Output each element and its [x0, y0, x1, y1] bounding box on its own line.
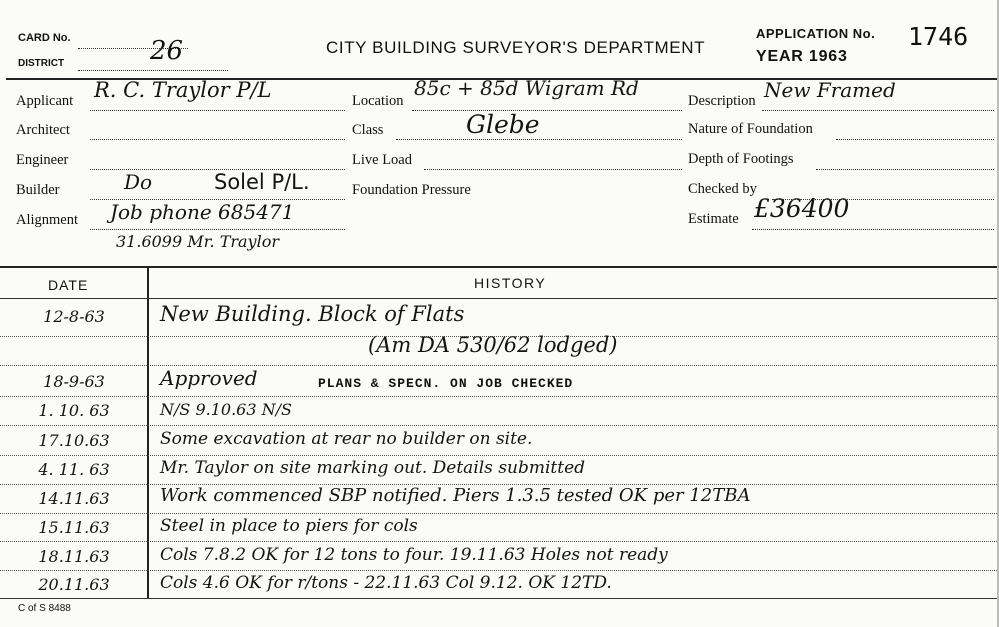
class-value: Glebe — [466, 110, 540, 139]
location-label: Location — [352, 93, 404, 109]
history-row-note: (Am DA 530/62 lodged) — [368, 333, 618, 357]
applicant-label: Applicant — [16, 93, 74, 109]
history-row-date: 15.11.63 — [38, 518, 110, 537]
history-row-note: Cols 4.6 OK for r/tons - 22.11.63 Col 9.12. OK 12TD. — [160, 573, 612, 593]
foundation-pressure-label: Foundation Pressure — [352, 182, 471, 198]
history-row-date: 4. 11. 63 — [38, 460, 110, 479]
department-title: CITY BUILDING SURVEYOR'S DEPARTMENT — [326, 38, 706, 57]
builder-value: Do — [124, 170, 153, 194]
history-row-date: 18.11.63 — [38, 547, 110, 566]
history-row-note: Some excavation at rear no builder on site. — [160, 429, 533, 449]
applicant-value: R. C. Traylor P/L — [94, 78, 272, 102]
live-load-label: Live Load — [352, 152, 412, 168]
history-row-note: Mr. Taylor on site marking out. Details submitted — [160, 458, 586, 478]
history-column-header: HISTORY — [474, 275, 547, 291]
history-row-date: 14.11.63 — [38, 489, 110, 508]
history-row-note: N/S 9.10.63 N/S — [160, 400, 292, 419]
history-row-note: New Building. Block of Flats — [160, 302, 465, 326]
application-label: APPLICATION No. — [756, 26, 876, 41]
checked-by-label: Checked by — [688, 181, 757, 197]
estimate-label: Estimate — [688, 211, 739, 227]
class-label: Class — [352, 122, 384, 138]
builder-label: Builder — [16, 182, 60, 198]
date-column-header: DATE — [48, 277, 89, 293]
history-row-date: 20.11.63 — [38, 575, 110, 594]
alignment-contact: 31.6099 Mr. Traylor — [116, 232, 279, 251]
history-row-note: Approved — [160, 366, 258, 390]
architect-label: Architect — [16, 122, 70, 138]
history-row-date: 18-9-63 — [43, 372, 105, 391]
history-row-note: Steel in place to piers for cols — [160, 516, 418, 536]
nature-of-foundation-label: Nature of Foundation — [688, 121, 813, 137]
history-row-note: Cols 7.8.2 OK for 12 tons to four. 19.11.63 Holes not ready — [160, 545, 668, 565]
history-row-note: Work commenced SBP notified. Piers 1.3.5 tested OK per 12TBA — [160, 485, 751, 506]
history-row-date: 1. 10. 63 — [38, 401, 110, 420]
history-row-date: 12-8-63 — [43, 307, 105, 326]
district-label: DISTRICT — [18, 58, 65, 69]
application-number: 1746 — [908, 22, 969, 51]
engineer-label: Engineer — [16, 152, 69, 168]
alignment-value: Job phone 685471 — [110, 200, 295, 224]
description-value: New Framed — [764, 78, 896, 102]
estimate-value: £36400 — [754, 194, 850, 223]
history-row-date: 17.10.63 — [38, 431, 110, 450]
card-no-label: CARD No. — [18, 32, 71, 44]
builder-company: Solel P/L. — [214, 170, 310, 194]
form-code: C of S 8488 — [18, 603, 71, 614]
approval-stamp: PLANS & SPECN. ON JOB CHECKED — [318, 376, 574, 391]
depth-of-footings-label: Depth of Footings — [688, 151, 794, 167]
district-value: 26 — [150, 36, 184, 66]
year-label: YEAR 1963 — [756, 48, 848, 65]
location-value: 85c + 85d Wigram Rd — [414, 76, 639, 100]
alignment-label: Alignment — [16, 212, 79, 228]
description-label: Description — [688, 93, 756, 109]
